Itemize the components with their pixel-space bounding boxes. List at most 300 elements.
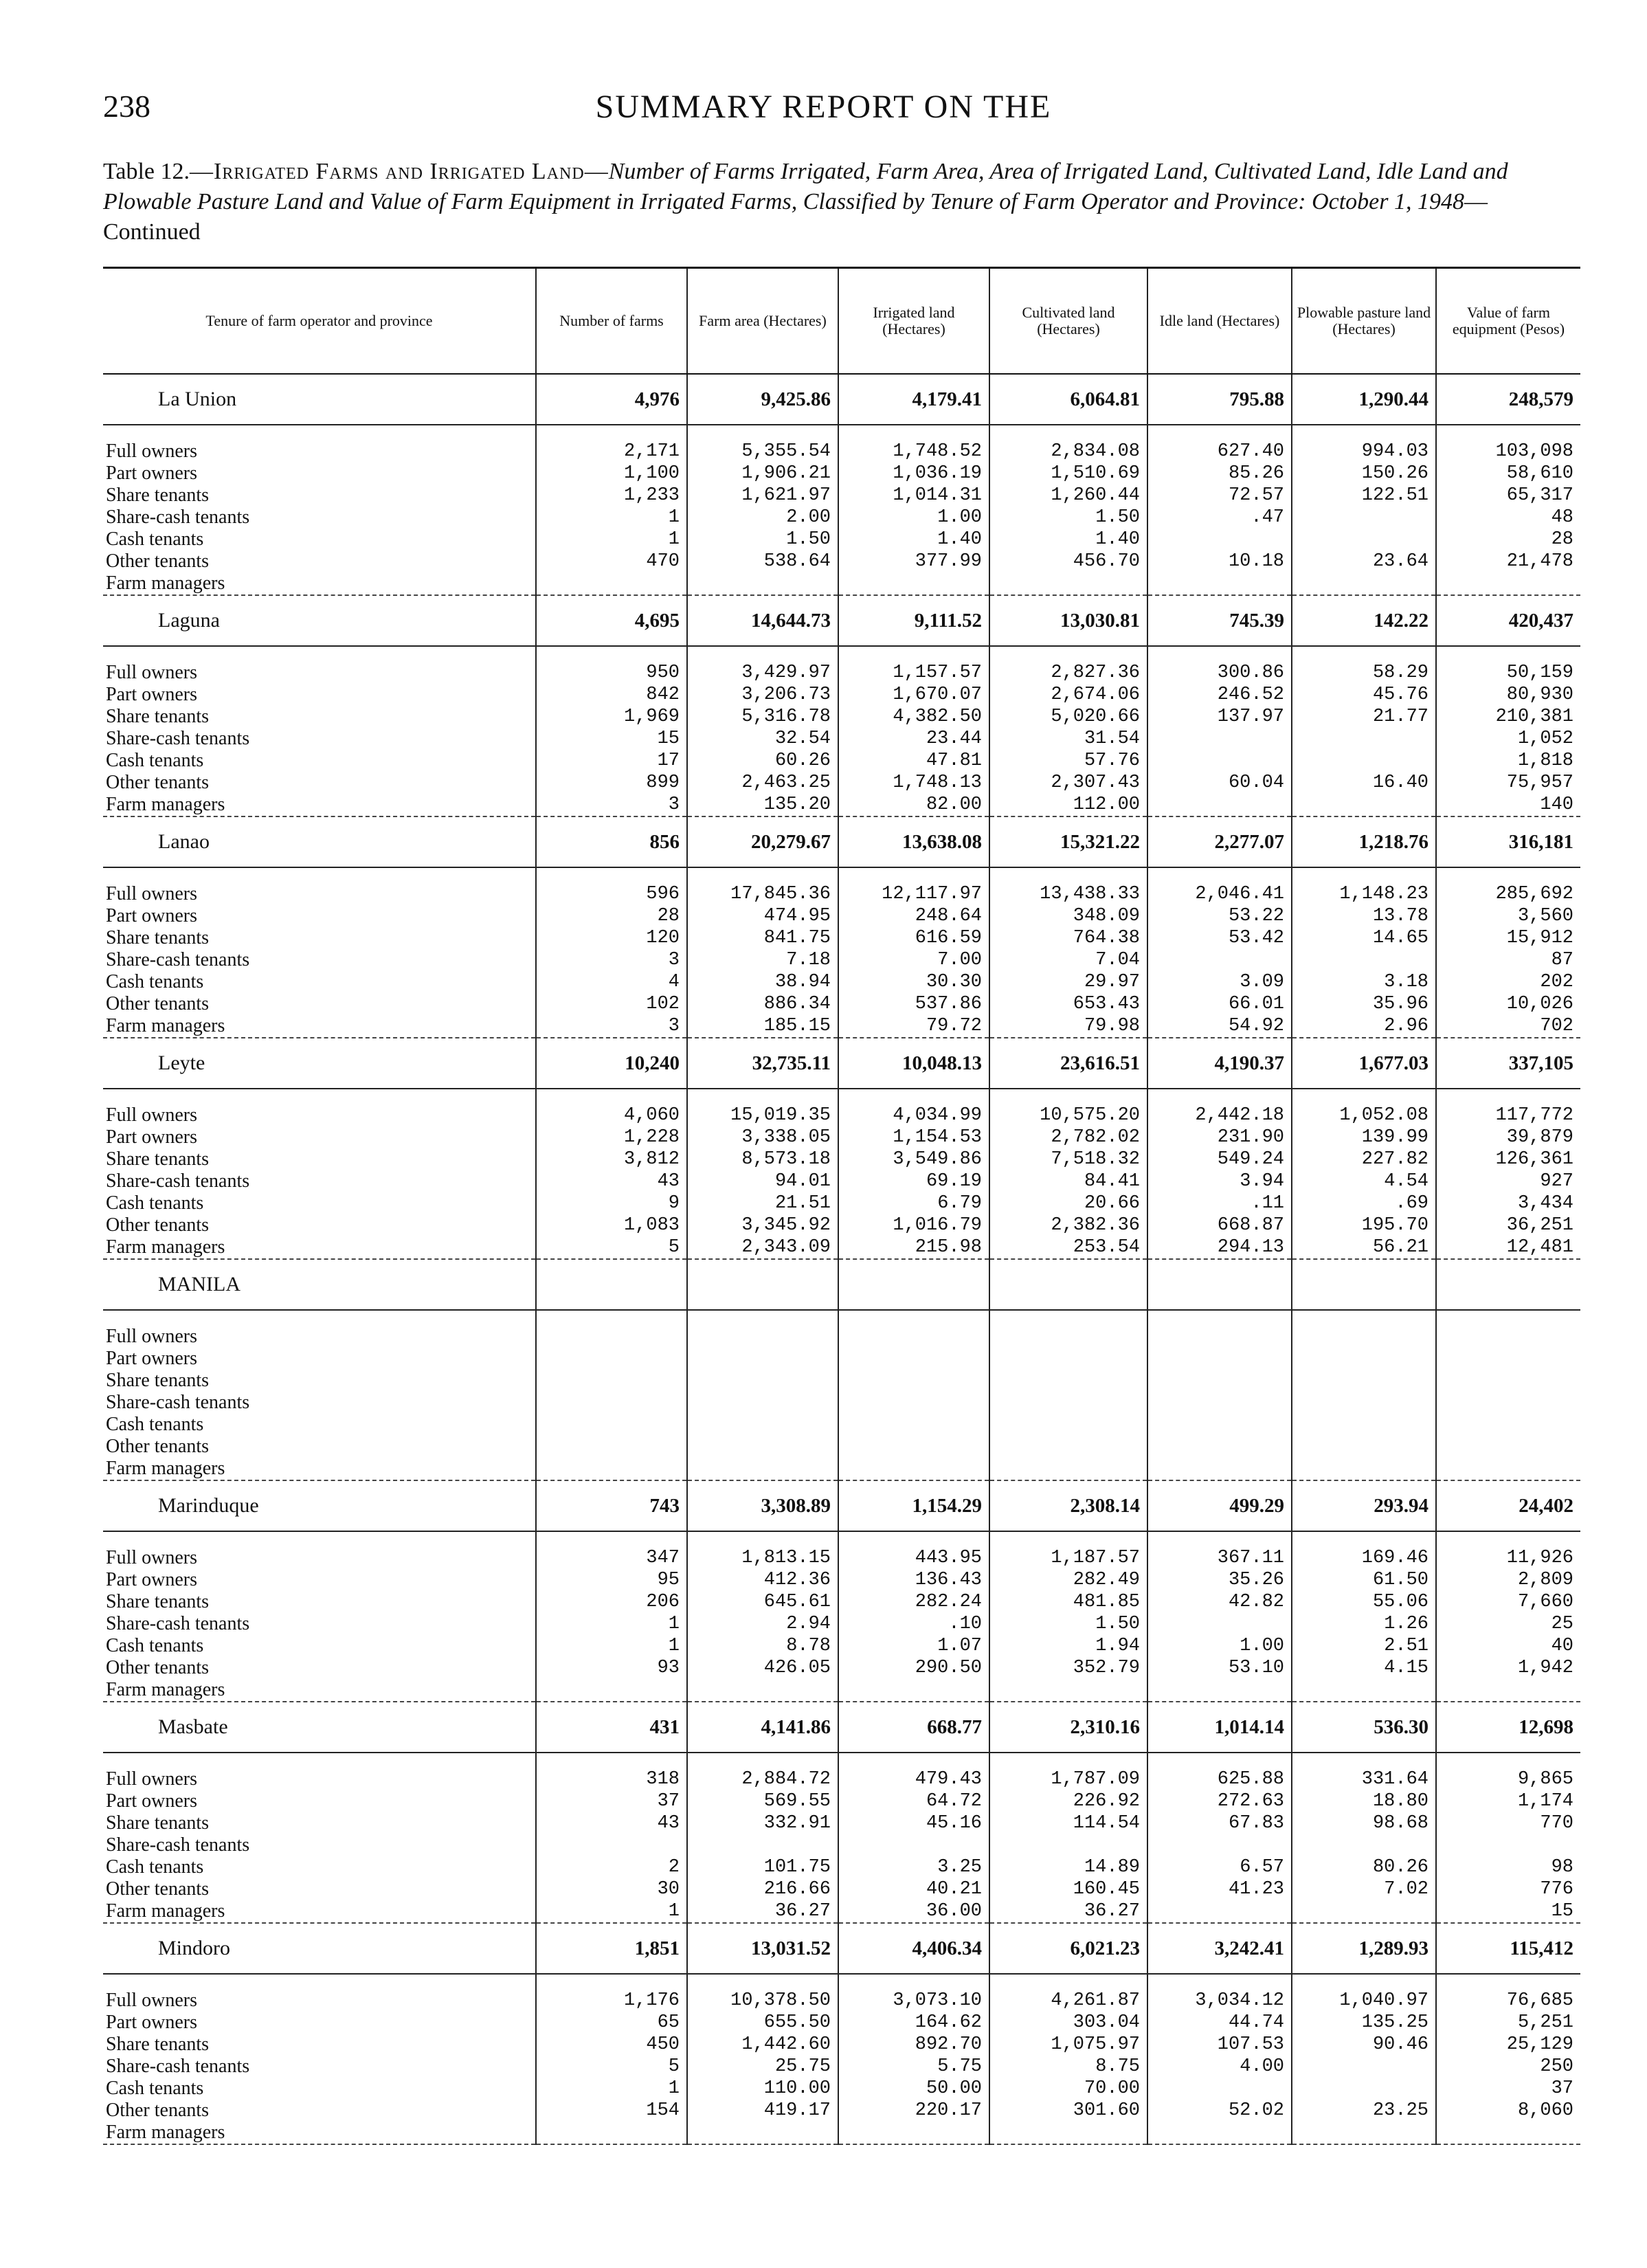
data-cell: 1,052 <box>1436 728 1580 750</box>
data-cell: 21,478 <box>1436 551 1580 572</box>
page-number: 238 <box>103 89 150 124</box>
data-cell: 3,345.92 <box>687 1214 838 1236</box>
data-cell: 79.98 <box>989 1015 1147 1038</box>
data-cell: 72.57 <box>1147 485 1292 507</box>
data-cell: 3.94 <box>1147 1170 1292 1192</box>
data-cell <box>687 1834 838 1856</box>
spacer-cell <box>103 646 536 662</box>
data-cell: 25 <box>1436 1613 1580 1635</box>
irrigated-farms-table <box>103 267 1580 2145</box>
tenure-label: Full owners <box>106 1990 197 2011</box>
data-cell: 2,834.08 <box>989 441 1147 463</box>
data-cell: 64.72 <box>838 1790 989 1812</box>
data-cell: 1.94 <box>989 1635 1147 1657</box>
province-total-cell: 4,406.34 <box>838 1923 989 1974</box>
tenure-label: Share tenants <box>106 2034 210 2055</box>
data-cell: 4.15 <box>1292 1657 1436 1679</box>
data-cell: 75,957 <box>1436 772 1580 794</box>
spacer-row <box>103 1753 1580 1768</box>
tenure-row <box>103 1547 1580 1569</box>
province-total-row <box>103 374 1580 425</box>
data-cell: 2,171 <box>536 441 687 463</box>
tenure-row <box>103 949 1580 971</box>
tenure-row <box>103 1591 1580 1613</box>
data-cell: 122.51 <box>1292 485 1436 507</box>
spacer-cell <box>838 1531 989 1547</box>
tenure-row <box>103 1657 1580 1679</box>
data-cell: 54.92 <box>1147 1015 1292 1038</box>
data-cell <box>687 1326 838 1348</box>
tenure-label: Other tenants <box>106 551 210 572</box>
tenure-label: Other tenants <box>106 2100 210 2121</box>
data-cell: 5 <box>536 1236 687 1259</box>
data-cell: 7,660 <box>1436 1591 1580 1613</box>
tenure-label: Share tenants <box>106 1148 210 1170</box>
data-cell: 3,812 <box>536 1148 687 1170</box>
province-total-cell: 795.88 <box>1147 374 1292 425</box>
data-cell: 8.75 <box>989 2056 1147 2078</box>
tenure-label: Part owners <box>106 1569 197 1590</box>
data-cell <box>1147 1414 1292 1436</box>
data-cell: 927 <box>1436 1170 1580 1192</box>
data-cell <box>1436 1436 1580 1458</box>
data-cell: 98 <box>1436 1856 1580 1878</box>
data-cell: 102 <box>536 993 687 1015</box>
data-cell: 94.01 <box>687 1170 838 1192</box>
data-cell: 2,046.41 <box>1147 883 1292 905</box>
data-cell: 2,809 <box>1436 1569 1580 1591</box>
province-total-cell: 2,308.14 <box>989 1480 1147 1531</box>
data-cell <box>1292 1679 1436 1702</box>
data-cell: 210,381 <box>1436 706 1580 728</box>
data-cell: 4.54 <box>1292 1170 1436 1192</box>
tenure-label: Share-cash tenants <box>106 1392 250 1413</box>
data-cell: 1 <box>536 1635 687 1657</box>
tenure-label: Full owners <box>106 662 197 683</box>
data-cell: 6.57 <box>1147 1856 1292 1878</box>
tenure-row <box>103 1812 1580 1834</box>
tenure-label: Part owners <box>106 905 197 926</box>
data-cell: 1,040.97 <box>1292 1990 1436 2012</box>
data-cell: 2,674.06 <box>989 684 1147 706</box>
spacer-cell <box>536 1310 687 1326</box>
spacer-cell <box>989 425 1147 441</box>
data-cell: 14.65 <box>1292 927 1436 949</box>
data-cell: 950 <box>536 662 687 684</box>
province-total-cell: 3,308.89 <box>687 1480 838 1531</box>
province-total-cell: 499.29 <box>1147 1480 1292 1531</box>
data-cell <box>1292 2056 1436 2078</box>
spacer-cell <box>687 1753 838 1768</box>
data-cell: 36.27 <box>687 1900 838 1923</box>
data-cell: 8.78 <box>687 1635 838 1657</box>
data-cell: 3,034.12 <box>1147 1990 1292 2012</box>
tenure-label: Farm managers <box>103 1015 536 1038</box>
data-cell: 1,228 <box>536 1126 687 1148</box>
spacer-cell <box>1436 1753 1580 1768</box>
tenure-row <box>103 1990 1580 2012</box>
data-cell <box>536 1414 687 1436</box>
data-cell: 1 <box>536 529 687 551</box>
spacer-cell <box>838 1753 989 1768</box>
data-cell: 3.18 <box>1292 971 1436 993</box>
spacer-cell <box>1147 1089 1292 1104</box>
data-cell: 47.81 <box>838 750 989 772</box>
data-cell: 1,187.57 <box>989 1547 1147 1569</box>
tenure-row <box>103 1104 1580 1126</box>
data-cell: 7.00 <box>838 949 989 971</box>
spacer-cell <box>989 1531 1147 1547</box>
spacer-cell <box>989 1089 1147 1104</box>
data-cell <box>687 1458 838 1480</box>
data-cell: 1.00 <box>1147 1635 1292 1657</box>
data-cell <box>989 1679 1147 1702</box>
data-cell <box>1147 1834 1292 1856</box>
province-total-cell: 420,437 <box>1436 595 1580 646</box>
tenure-label: Farm managers <box>103 1900 536 1923</box>
spacer-row <box>103 1310 1580 1326</box>
data-cell <box>536 1370 687 1392</box>
data-cell: 90.46 <box>1292 2034 1436 2056</box>
data-cell: 150.26 <box>1292 463 1436 485</box>
data-cell: 18.80 <box>1292 1790 1436 1812</box>
data-cell: 56.21 <box>1292 1236 1436 1259</box>
tenure-row <box>103 728 1580 750</box>
data-cell <box>838 1414 989 1436</box>
tenure-label: Part owners <box>106 2012 197 2033</box>
data-cell: 2,782.02 <box>989 1126 1147 1148</box>
data-cell <box>536 572 687 595</box>
spacer-cell <box>1147 646 1292 662</box>
data-cell: 3,206.73 <box>687 684 838 706</box>
tenure-label: Cash tenants <box>106 971 204 992</box>
data-cell <box>1147 949 1292 971</box>
province-total-cell <box>989 1259 1147 1310</box>
data-cell: 35.96 <box>1292 993 1436 1015</box>
data-cell: 140 <box>1436 794 1580 816</box>
tenure-label: Cash tenants <box>106 1414 204 1435</box>
data-cell: 2 <box>536 1856 687 1878</box>
data-cell: 101.75 <box>687 1856 838 1878</box>
data-cell: 653.43 <box>989 993 1147 1015</box>
province-total-cell: 2,277.07 <box>1147 816 1292 867</box>
data-cell: 285,692 <box>1436 883 1580 905</box>
data-cell: 65 <box>536 2012 687 2034</box>
spacer-cell <box>536 1531 687 1547</box>
tenure-label: Farm managers <box>103 1236 536 1259</box>
data-cell <box>838 2122 989 2144</box>
data-cell: 220.17 <box>838 2100 989 2122</box>
province-total-cell <box>1436 1259 1580 1310</box>
spacer-cell <box>687 867 838 883</box>
data-cell: 21.77 <box>1292 706 1436 728</box>
data-cell <box>989 1348 1147 1370</box>
data-cell <box>838 1370 989 1392</box>
column-header: Tenure of farm operator and province <box>103 268 536 375</box>
data-cell: 3,549.86 <box>838 1148 989 1170</box>
spacer-cell <box>103 1531 536 1547</box>
province-total-cell: 248,579 <box>1436 374 1580 425</box>
data-cell: 117,772 <box>1436 1104 1580 1126</box>
data-cell: 48 <box>1436 507 1580 529</box>
data-cell <box>687 2122 838 2144</box>
data-cell: 23.44 <box>838 728 989 750</box>
tenure-row <box>103 1392 1580 1414</box>
province-name: MANILA <box>103 1259 536 1310</box>
data-cell: 164.62 <box>838 2012 989 2034</box>
data-cell <box>687 1370 838 1392</box>
data-cell: 655.50 <box>687 2012 838 2034</box>
data-cell: 2.96 <box>1292 1015 1436 1038</box>
data-cell: 841.75 <box>687 927 838 949</box>
data-cell <box>1292 794 1436 816</box>
spacer-cell <box>1292 1974 1436 1990</box>
data-cell: 17 <box>536 750 687 772</box>
data-cell: 332.91 <box>687 1812 838 1834</box>
data-cell: 60.26 <box>687 750 838 772</box>
tenure-label: Full owners <box>106 883 197 904</box>
province-total-cell: 13,031.52 <box>687 1923 838 1974</box>
data-cell: 42.82 <box>1147 1591 1292 1613</box>
data-cell: 126,361 <box>1436 1148 1580 1170</box>
tenure-label: Part owners <box>106 684 197 705</box>
data-cell: 1.50 <box>687 529 838 551</box>
data-cell: 1,176 <box>536 1990 687 2012</box>
tenure-row <box>103 971 1580 993</box>
spacer-cell <box>536 867 687 883</box>
province-name: La Union <box>103 374 536 425</box>
province-total-cell: 4,190.37 <box>1147 1038 1292 1089</box>
tenure-row <box>103 1414 1580 1436</box>
data-cell: 443.95 <box>838 1547 989 1569</box>
data-cell: 301.60 <box>989 2100 1147 2122</box>
data-cell: 95 <box>536 1569 687 1591</box>
data-cell: 474.95 <box>687 905 838 927</box>
tenure-row <box>103 1679 1580 1702</box>
data-cell: 702 <box>1436 1015 1580 1038</box>
data-cell <box>536 1679 687 1702</box>
data-cell: 538.64 <box>687 551 838 572</box>
data-cell: 10,575.20 <box>989 1104 1147 1126</box>
tenure-label: Cash tenants <box>106 750 204 771</box>
tenure-row <box>103 1348 1580 1370</box>
spacer-cell <box>687 1974 838 1990</box>
data-cell <box>1292 572 1436 595</box>
data-cell: 50,159 <box>1436 662 1580 684</box>
tenure-row <box>103 2122 1580 2144</box>
data-cell: 3,073.10 <box>838 1990 989 2012</box>
data-cell: 13.78 <box>1292 905 1436 927</box>
province-total-cell: 13,030.81 <box>989 595 1147 646</box>
data-cell: 98.68 <box>1292 1812 1436 1834</box>
data-cell: 246.52 <box>1147 684 1292 706</box>
data-cell: 45.16 <box>838 1812 989 1834</box>
spacer-cell <box>989 1753 1147 1768</box>
tenure-row <box>103 750 1580 772</box>
data-cell <box>1436 2122 1580 2144</box>
data-cell <box>1292 1392 1436 1414</box>
data-cell: 481.85 <box>989 1591 1147 1613</box>
data-cell: 1,942 <box>1436 1657 1580 1679</box>
province-total-cell: 431 <box>536 1702 687 1753</box>
data-cell: 40 <box>1436 1635 1580 1657</box>
spacer-cell <box>1292 1310 1436 1326</box>
spacer-cell <box>103 425 536 441</box>
spacer-cell <box>1292 1753 1436 1768</box>
spacer-cell <box>1147 1531 1292 1547</box>
data-cell: 206 <box>536 1591 687 1613</box>
data-cell: 67.83 <box>1147 1812 1292 1834</box>
data-cell: 1,233 <box>536 485 687 507</box>
data-cell: 331.64 <box>1292 1768 1436 1790</box>
province-total-cell <box>687 1259 838 1310</box>
spacer-row <box>103 1089 1580 1104</box>
province-total-cell: 536.30 <box>1292 1702 1436 1753</box>
data-cell: 1,510.69 <box>989 463 1147 485</box>
data-cell: 2,307.43 <box>989 772 1147 794</box>
data-cell: 253.54 <box>989 1236 1147 1259</box>
tenure-row <box>103 1458 1580 1480</box>
data-cell: 1,016.79 <box>838 1214 989 1236</box>
tenure-label: Cash tenants <box>106 529 204 550</box>
tenure-label: Share-cash tenants <box>106 728 250 749</box>
data-cell: 7,518.32 <box>989 1148 1147 1170</box>
tenure-row <box>103 2012 1580 2034</box>
data-cell: 20.66 <box>989 1192 1147 1214</box>
data-cell: 5,251 <box>1436 2012 1580 2034</box>
spacer-row <box>103 1531 1580 1547</box>
spacer-cell <box>838 1310 989 1326</box>
data-cell: 8,060 <box>1436 2100 1580 2122</box>
data-cell: 53.42 <box>1147 927 1292 949</box>
tenure-row <box>103 706 1580 728</box>
data-cell: 1,748.52 <box>838 441 989 463</box>
spacer-cell <box>989 646 1147 662</box>
spacer-cell <box>1436 425 1580 441</box>
province-total-cell: 1,290.44 <box>1292 374 1436 425</box>
province-total-cell: 115,412 <box>1436 1923 1580 1974</box>
data-cell: 2,343.09 <box>687 1236 838 1259</box>
tenure-label: Cash tenants <box>106 1192 204 1214</box>
data-cell <box>687 1436 838 1458</box>
data-cell <box>838 1679 989 1702</box>
data-cell: .11 <box>1147 1192 1292 1214</box>
tenure-label: Cash tenants <box>106 1856 204 1878</box>
data-cell: 1,813.15 <box>687 1547 838 1569</box>
data-cell <box>989 1458 1147 1480</box>
province-total-cell: 4,976 <box>536 374 687 425</box>
spacer-cell <box>1436 646 1580 662</box>
province-total-cell: 10,240 <box>536 1038 687 1089</box>
data-cell: 114.54 <box>989 1812 1147 1834</box>
data-cell: 5,355.54 <box>687 441 838 463</box>
spacer-cell <box>1147 1753 1292 1768</box>
province-total-row <box>103 1480 1580 1531</box>
tenure-row <box>103 1192 1580 1214</box>
caption-description: Number of Farms Irrigated, Farm Area, Area of Irrigated Land, Cultivated Land, Idle Land and Plowable Pasture Land and Value of Farm Equipment in Irrigated Farms, Classified by Tenure of Farm Operator and Province: October 1, 1948 <box>103 159 1508 214</box>
data-cell: 45.76 <box>1292 684 1436 706</box>
data-cell: 2.94 <box>687 1613 838 1635</box>
data-cell: 80,930 <box>1436 684 1580 706</box>
data-cell: .69 <box>1292 1192 1436 1214</box>
spacer-row <box>103 1974 1580 1990</box>
data-cell: 66.01 <box>1147 993 1292 1015</box>
data-cell <box>989 1414 1147 1436</box>
spacer-cell <box>838 1089 989 1104</box>
data-cell <box>687 1392 838 1414</box>
data-cell: 282.49 <box>989 1569 1147 1591</box>
tenure-label: Share-cash tenants <box>106 949 250 970</box>
data-cell: 1.26 <box>1292 1613 1436 1635</box>
tenure-label: Part owners <box>106 463 197 484</box>
data-cell <box>1147 728 1292 750</box>
data-cell <box>1292 1370 1436 1392</box>
spacer-cell <box>103 1089 536 1104</box>
data-cell <box>1147 1679 1292 1702</box>
spacer-cell <box>1436 867 1580 883</box>
data-cell <box>1147 1392 1292 1414</box>
data-cell: 10,026 <box>1436 993 1580 1015</box>
province-total-cell: 743 <box>536 1480 687 1531</box>
data-cell: 135.20 <box>687 794 838 816</box>
data-cell: 231.90 <box>1147 1126 1292 1148</box>
data-cell: 3.25 <box>838 1856 989 1878</box>
tenure-row <box>103 927 1580 949</box>
data-cell: 1,969 <box>536 706 687 728</box>
tenure-row <box>103 1148 1580 1170</box>
data-cell <box>687 1348 838 1370</box>
data-cell <box>838 572 989 595</box>
data-cell <box>1292 949 1436 971</box>
data-cell: 15 <box>1436 1900 1580 1923</box>
spacer-cell <box>989 867 1147 883</box>
tenure-row <box>103 441 1580 463</box>
running-head: SUMMARY REPORT ON THE <box>595 89 1052 125</box>
spacer-cell <box>1147 867 1292 883</box>
data-cell <box>1147 1370 1292 1392</box>
data-cell: 15,912 <box>1436 927 1580 949</box>
province-total-cell: 337,105 <box>1436 1038 1580 1089</box>
province-total-cell: 1,289.93 <box>1292 1923 1436 1974</box>
spacer-cell <box>536 425 687 441</box>
data-cell: 135.25 <box>1292 2012 1436 2034</box>
data-cell: 348.09 <box>989 905 1147 927</box>
data-cell: 2.00 <box>687 507 838 529</box>
tenure-row <box>103 1326 1580 1348</box>
data-cell <box>1292 2078 1436 2100</box>
data-cell: 776 <box>1436 1878 1580 1900</box>
province-total-cell: 6,064.81 <box>989 374 1147 425</box>
tenure-label: Share tenants <box>106 706 210 727</box>
data-cell <box>1292 2122 1436 2144</box>
data-cell: 282.24 <box>838 1591 989 1613</box>
province-total-cell: 3,242.41 <box>1147 1923 1292 1974</box>
data-cell: 770 <box>1436 1812 1580 1834</box>
column-header: Cultivated land (Hectares) <box>989 268 1147 375</box>
spacer-cell <box>838 646 989 662</box>
data-cell: 994.03 <box>1292 441 1436 463</box>
tenure-row <box>103 1900 1580 1923</box>
data-cell: 1,621.97 <box>687 485 838 507</box>
spacer-cell <box>838 867 989 883</box>
data-cell <box>1147 1900 1292 1923</box>
data-cell: 1,787.09 <box>989 1768 1147 1790</box>
province-total-row <box>103 1259 1580 1310</box>
data-cell: 52.02 <box>1147 2100 1292 2122</box>
data-cell <box>1436 1414 1580 1436</box>
data-cell: 137.97 <box>1147 706 1292 728</box>
spacer-row <box>103 867 1580 883</box>
